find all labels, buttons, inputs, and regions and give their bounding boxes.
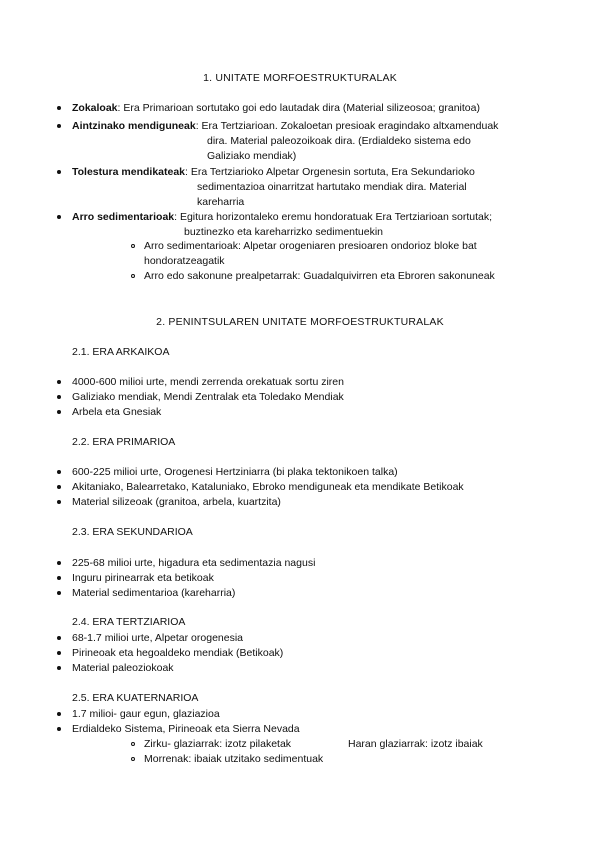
list-item: Material paleoziokoak xyxy=(72,662,174,674)
sub-list-item-continuation: hondoratzeagatik xyxy=(144,255,225,267)
bullet-icon xyxy=(57,651,61,655)
circle-bullet-icon xyxy=(131,742,135,746)
list-item: 600-225 milioi urte, Orogenesi Hertziniarra (bi plaka tektonikoen talka) xyxy=(72,466,398,478)
bullet-icon xyxy=(57,170,61,174)
sub-list-item: Arro sedimentarioak: Alpetar orogeniaren presioaren ondorioz bloke bat xyxy=(144,240,477,252)
list-item: Zokaloak: Era Primarioan sortutako goi edo lautadak dira (Material silizeosoa; granitoa) xyxy=(72,102,480,114)
list-item: Erdialdeko Sistema, Pirineoak eta Sierra Nevada xyxy=(72,723,300,735)
era-heading: 2.5. ERA KUATERNARIOA xyxy=(72,692,199,704)
bullet-icon xyxy=(57,636,61,640)
section-1-heading: 1. UNITATE MORFOESTRUKTURALAK xyxy=(203,72,397,84)
era-heading: 2.3. ERA SEKUNDARIOA xyxy=(72,526,193,538)
sub-list-item: Haran glaziarrak: izotz ibaiak xyxy=(348,738,483,750)
bullet-icon xyxy=(57,485,61,489)
era-heading: 2.2. ERA PRIMARIOA xyxy=(72,436,176,448)
bullet-icon xyxy=(57,727,61,731)
list-item-continuation: kareharria xyxy=(197,196,245,208)
era-heading: 2.4. ERA TERTZIARIOA xyxy=(72,616,186,628)
list-item: 225-68 milioi urte, higadura eta sedimentazia nagusi xyxy=(72,557,316,569)
term: Zokaloak xyxy=(72,102,118,114)
list-item-continuation: buztinezko eta kareharrizko sedimentuekin xyxy=(184,226,384,238)
bullet-icon xyxy=(57,470,61,474)
bullet-icon xyxy=(57,576,61,580)
section-2-heading: 2. PENINTSULAREN UNITATE MORFOESTRUKTURALAK xyxy=(156,316,444,328)
term: Aintzinako mendiguneak xyxy=(72,120,196,132)
bullet-icon xyxy=(57,561,61,565)
circle-bullet-icon xyxy=(131,244,135,248)
bullet-icon xyxy=(57,215,61,219)
bullet-icon xyxy=(57,591,61,595)
bullet-icon xyxy=(57,106,61,110)
list-item-continuation: Galiziako mendiak) xyxy=(207,150,297,162)
list-item-continuation: sedimentazioa oinarritzat hartutako mendiak dira. Material xyxy=(197,181,467,193)
sub-list-item: Arro edo sakonune prealpetarrak: Guadalquivirren eta Ebroren sakonuneak xyxy=(144,270,495,282)
list-item: 68-1.7 milioi urte, Alpetar orogenesia xyxy=(72,632,244,644)
list-item-continuation: dira. Material paleozoikoak dira. (Erdialdeko sistema edo xyxy=(207,135,471,147)
bullet-icon xyxy=(57,124,61,128)
circle-bullet-icon xyxy=(131,757,135,761)
list-item: Material silizeoak (granitoa, arbela, kuartzita) xyxy=(72,496,281,508)
list-item: 4000-600 milioi urte, mendi zerrenda orekatuak sortu ziren xyxy=(72,376,344,388)
list-item: Pirineoak eta hegoaldeko mendiak (Betikoak) xyxy=(72,647,284,659)
list-item: Arbela eta Gnesiak xyxy=(72,406,162,418)
era-heading: 2.1. ERA ARKAIKOA xyxy=(72,346,170,358)
circle-bullet-icon xyxy=(131,274,135,278)
list-item: Aintzinako mendiguneak: Era Tertziarioan. Zokaloetan presioak eragindako altxamenduak xyxy=(72,120,499,132)
list-item: Arro sedimentarioak: Egitura horizontaleko eremu hondoratuak Era Tertziarioan sortutak; xyxy=(72,211,493,223)
term: Tolestura mendikateak xyxy=(72,166,186,178)
bullet-icon xyxy=(57,500,61,504)
sub-list-item: Zirku- glaziarrak: izotz pilaketak xyxy=(144,738,292,750)
term: Arro sedimentarioak xyxy=(72,211,175,223)
list-item: Akitaniako, Balearretako, Kataluniako, Ebroko mendiguneak eta mendikate Betikoak xyxy=(72,481,464,493)
bullet-icon xyxy=(57,666,61,670)
bullet-icon xyxy=(57,712,61,716)
sub-list-item: Morrenak: ibaiak utzitako sedimentuak xyxy=(144,753,324,765)
list-item: Material sedimentarioa (kareharria) xyxy=(72,587,236,599)
list-item: 1.7 milioi- gaur egun, glaziazioa xyxy=(72,708,220,720)
bullet-icon xyxy=(57,410,61,414)
list-item: Galiziako mendiak, Mendi Zentralak eta Toledako Mendiak xyxy=(72,391,344,403)
bullet-icon xyxy=(57,395,61,399)
bullet-icon xyxy=(57,380,61,384)
list-item: Inguru pirinearrak eta betikoak xyxy=(72,572,214,584)
list-item: Tolestura mendikateak: Era Tertziarioko Alpetar Orgenesin sortuta, Era Sekundarioko xyxy=(72,166,475,178)
